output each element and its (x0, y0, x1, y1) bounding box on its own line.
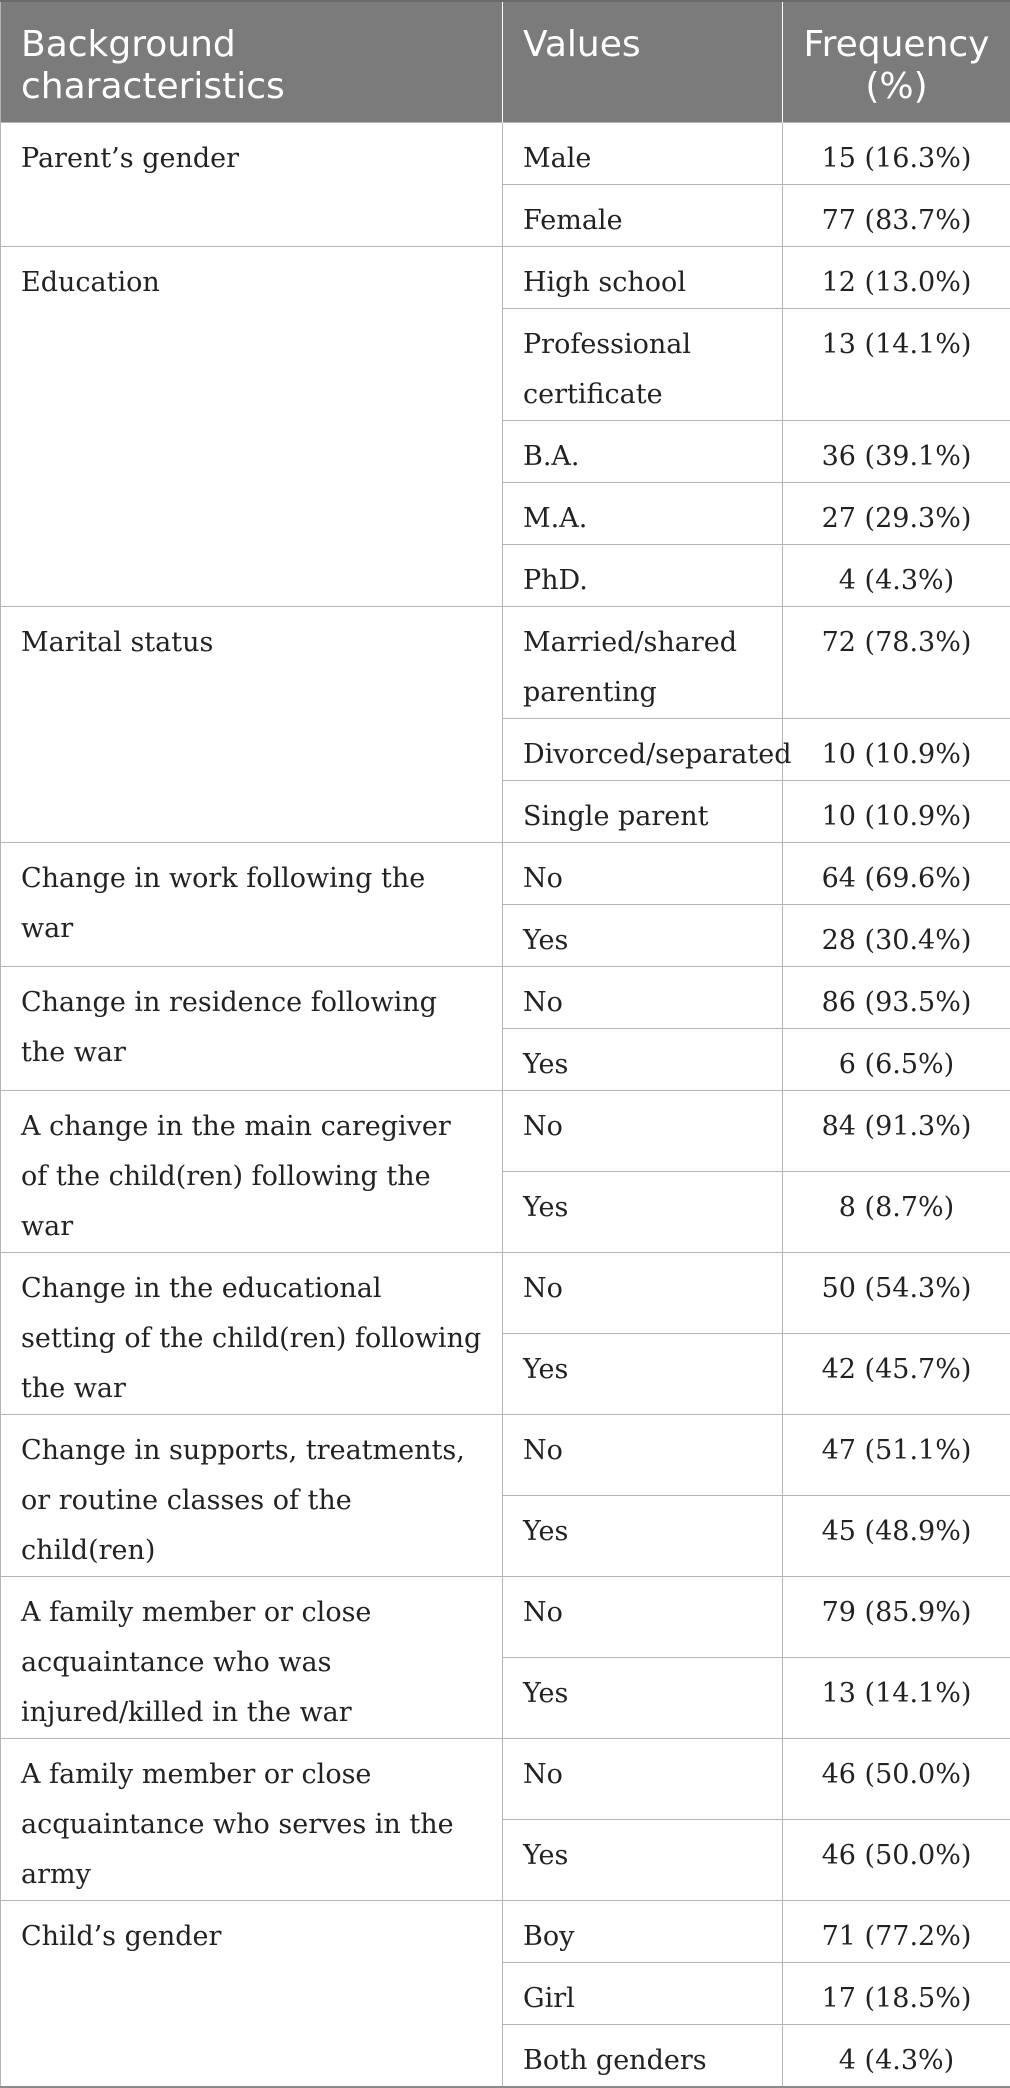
table-row (1, 1901, 1010, 1963)
value-cell: Divorced/separated (503, 719, 783, 781)
frequency-cell: 79 (85.9%) (783, 1577, 1010, 1658)
value-cell: Yes (503, 1334, 783, 1415)
table-row (1, 1739, 1010, 1820)
frequency-cell: 28 (30.4%) (783, 905, 1010, 967)
table-row (1, 1577, 1010, 1658)
value-cell: High school (503, 247, 783, 309)
frequency-cell: 4 (4.3%) (783, 2025, 1010, 2088)
value-cell: Yes (503, 1820, 783, 1901)
value-cell: Married/shared parenting (503, 607, 783, 719)
value-cell: Single parent (503, 781, 783, 843)
header-row (1, 1, 1010, 123)
characteristic-label: Parent’s gender (1, 123, 503, 247)
table-row (1, 607, 1010, 719)
frequency-cell: 64 (69.6%) (783, 843, 1010, 905)
frequency-cell: 13 (14.1%) (783, 309, 1010, 421)
frequency-cell: 72 (78.3%) (783, 607, 1010, 719)
frequency-cell: 42 (45.7%) (783, 1334, 1010, 1415)
frequency-cell: 15 (16.3%) (783, 123, 1010, 185)
value-cell: Professional certificate (503, 309, 783, 421)
header-values: Values (503, 1, 783, 123)
value-cell: Girl (503, 1963, 783, 2025)
frequency-cell: 27 (29.3%) (783, 483, 1010, 545)
value-cell: No (503, 843, 783, 905)
value-cell: Yes (503, 1172, 783, 1253)
frequency-cell: 46 (50.0%) (783, 1739, 1010, 1820)
value-cell: No (503, 1739, 783, 1820)
frequency-cell: 17 (18.5%) (783, 1963, 1010, 2025)
characteristic-label: Education (1, 247, 503, 607)
frequency-cell: 47 (51.1%) (783, 1415, 1010, 1496)
table-row (1, 1415, 1010, 1496)
value-cell: Yes (503, 1029, 783, 1091)
value-cell: No (503, 1091, 783, 1172)
frequency-cell: 46 (50.0%) (783, 1820, 1010, 1901)
frequency-cell: 12 (13.0%) (783, 247, 1010, 309)
frequency-cell: 10 (10.9%) (783, 781, 1010, 843)
frequency-cell: 36 (39.1%) (783, 421, 1010, 483)
table-row (1, 123, 1010, 185)
frequency-cell: 45 (48.9%) (783, 1496, 1010, 1577)
characteristic-label: Change in supports, treatments, or routine classes of the child(ren) (1, 1415, 503, 1577)
frequency-cell: 50 (54.3%) (783, 1253, 1010, 1334)
characteristic-label: Change in work following the war (1, 843, 503, 967)
value-cell: No (503, 1415, 783, 1496)
table-row (1, 967, 1010, 1029)
value-cell: Yes (503, 1496, 783, 1577)
frequency-cell: 71 (77.2%) (783, 1901, 1010, 1963)
value-cell: Both genders (503, 2025, 783, 2088)
table-row (1, 843, 1010, 905)
value-cell: No (503, 967, 783, 1029)
table-body (1, 123, 1010, 2088)
characteristic-label: A family member or close acquaintance who serves in the army (1, 1739, 503, 1901)
table-row (1, 1253, 1010, 1334)
header-background-characteristics: Background characteristics (1, 1, 503, 123)
value-cell: M.A. (503, 483, 783, 545)
table-row (1, 1091, 1010, 1172)
value-cell: Female (503, 185, 783, 247)
frequency-cell: 10 (10.9%) (783, 719, 1010, 781)
value-cell: Male (503, 123, 783, 185)
value-cell: B.A. (503, 421, 783, 483)
value-cell: Boy (503, 1901, 783, 1963)
value-cell: No (503, 1577, 783, 1658)
frequency-cell: 84 (91.3%) (783, 1091, 1010, 1172)
value-cell: PhD. (503, 545, 783, 607)
characteristic-label: A change in the main caregiver of the child(ren) following the war (1, 1091, 503, 1253)
frequency-cell: 86 (93.5%) (783, 967, 1010, 1029)
frequency-cell: 77 (83.7%) (783, 185, 1010, 247)
table-row (1, 247, 1010, 309)
frequency-cell: 13 (14.1%) (783, 1658, 1010, 1739)
characteristic-label: Child’s gender (1, 1901, 503, 2088)
characteristic-label: A family member or close acquaintance who was injured/killed in the war (1, 1577, 503, 1739)
value-cell: Yes (503, 1658, 783, 1739)
frequency-cell: 6 (6.5%) (783, 1029, 1010, 1091)
header-frequency: Frequency (%) (783, 1, 1010, 123)
value-cell: No (503, 1253, 783, 1334)
characteristic-label: Marital status (1, 607, 503, 843)
characteristic-label: Change in the educational setting of the child(ren) following the war (1, 1253, 503, 1415)
frequency-cell: 8 (8.7%) (783, 1172, 1010, 1253)
characteristic-label: Change in residence following the war (1, 967, 503, 1091)
frequency-cell: 4 (4.3%) (783, 545, 1010, 607)
value-cell: Yes (503, 905, 783, 967)
